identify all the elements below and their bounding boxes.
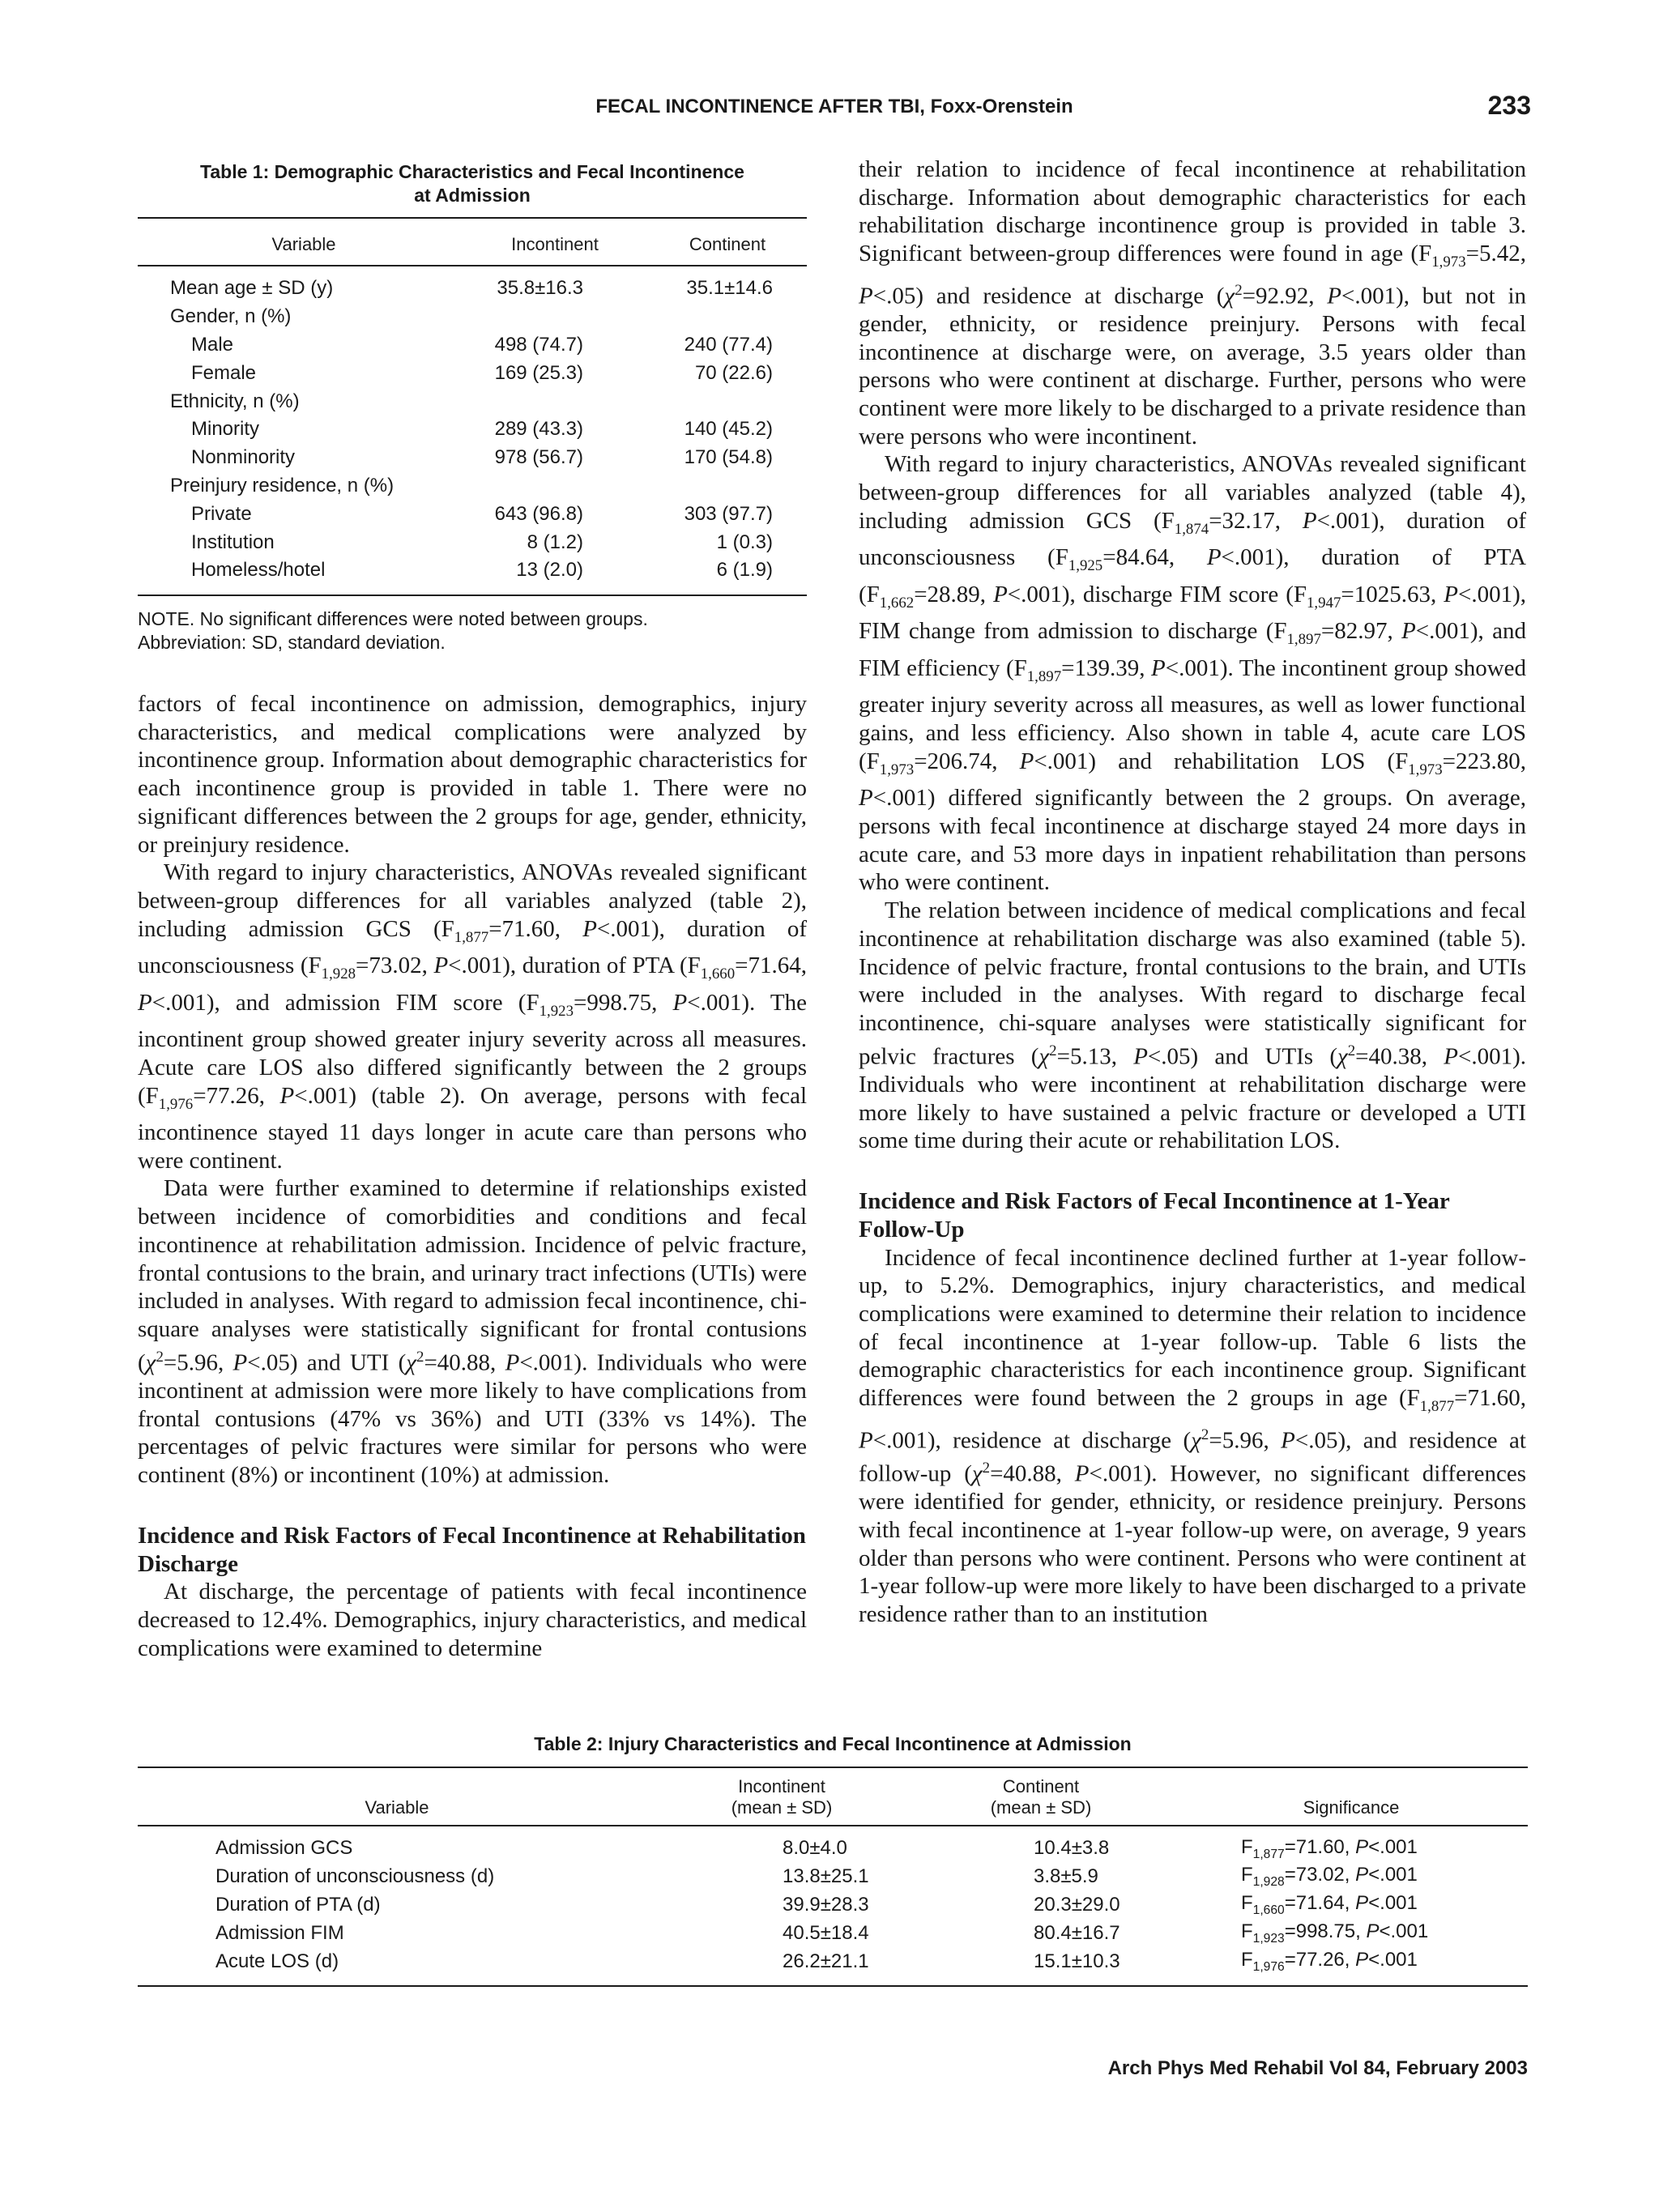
table-1-row — [138, 444, 807, 472]
right-paragraph-4: Incidence of fecal incontinence declined further at 1-year follow-up, to 5.2%. Demographics, injury characteristics, and medical complications were examined to determine their relation to incidence of fecal incontinence at 1-year follow-up. Table 6 lists the demographic characteristics for each incontinence group. Significant differences were found between the 2 groups in age ($F_{1,877}=71.60$, P<.001), residence at discharge ($\chi^2=5.96$, P<.05), and residence at follow-up ($\chi^2=40.88$, P<.001). However, no significant differences were identified for gender, ethnicity, or residence preinjury. Persons with fecal incontinence at 1-year follow-up were, on average, 9 years older than persons who were continent. Persons who were continent at 1-year follow-up were more likely to have been discharged to a private residence rather than to an institution — [859, 1244, 1527, 1628]
table-2-cell-variable: Duration of PTA (d) — [215, 1893, 381, 1916]
left-paragraph-1: factors of fecal incontinence on admission, demographics, injury characteristics, and medical complications were analyzed by incontinence group. Information about demographic characteristics for each incontinence group is provided in table 1. There were no significant differences between the 2 groups for age, gender, ethnicity, or preinjury residence. — [138, 691, 807, 858]
table-1-caption-line1: Table 1: Demographic Characteristics and Fecal Incontinence — [200, 161, 744, 182]
table-2-body — [138, 1826, 1528, 1985]
table-1-row — [138, 500, 807, 528]
table-2-cell-incontinent: 26.2±21.1 — [783, 1950, 869, 1972]
table-1-cell-variable: Homeless/hotel — [191, 559, 326, 582]
table-2-cell-significance: $F_{1,660}=71.64$, P<.001 — [1241, 1892, 1418, 1917]
table-1-row — [138, 303, 807, 331]
table-2-row — [138, 1947, 1528, 1975]
table-2-cell-significance: $F_{1,877}=71.60$, P<.001 — [1241, 1835, 1418, 1861]
table-2-cell-significance: $F_{1,976}=77.26$, P<.001 — [1241, 1948, 1418, 1974]
table-2-cell-significance: $F_{1,928}=73.02$, P<.001 — [1241, 1864, 1418, 1890]
left-text-column — [138, 690, 807, 1662]
table-1-row — [138, 528, 807, 556]
table-1-row — [138, 472, 807, 501]
table-1-note-line2: Abbreviation: SD, standard deviation. — [138, 631, 446, 653]
running-head — [138, 91, 1531, 123]
table-2-cell-incontinent: 13.8±25.1 — [783, 1865, 869, 1888]
table-1-cell-variable: Mean age ± SD (y) — [170, 277, 334, 300]
table-1-row — [138, 416, 807, 444]
table-2-header-continent-top: Continent — [1002, 1776, 1080, 1796]
table-1-row — [138, 387, 807, 416]
table-2-cell-continent: 80.4±16.7 — [1034, 1921, 1120, 1944]
table-2-bottom-rule — [138, 1985, 1528, 1987]
section-heading-follow-up: Incidence and Risk Factors of Fecal Incontinence at 1-Year Follow-Up — [859, 1188, 1450, 1242]
table-2-cell-incontinent: 39.9±28.3 — [783, 1893, 869, 1916]
table-1-cell-variable: Preinjury residence, n (%) — [170, 474, 394, 497]
table-1-bottom-rule — [138, 595, 807, 596]
table-2-row — [138, 1891, 1528, 1920]
table-2-cell-variable: Duration of unconsciousness (d) — [215, 1865, 495, 1888]
table-2-cell-continent: 3.8±5.9 — [1034, 1865, 1098, 1888]
table-2-cell-variable: Admission GCS — [215, 1837, 353, 1860]
table-1-cell-incontinent: 13 (2.0) — [516, 559, 583, 582]
journal-citation: Arch Phys Med Rehabil Vol 84, February 2003 — [1107, 2057, 1528, 2079]
table-2-cell-variable: Admission FIM — [215, 1921, 344, 1944]
table-1-cell-incontinent: 169 (25.3) — [494, 361, 583, 384]
table-1-header-incontinent: Incontinent — [511, 234, 599, 254]
table-1 — [138, 160, 807, 654]
table-2-header-variable: Variable — [365, 1797, 429, 1818]
table-1-cell-continent: 240 (77.4) — [684, 333, 773, 356]
table-1-note — [138, 607, 807, 654]
table-1-note-line1: NOTE. No significant differences were noted between groups. — [138, 607, 648, 629]
right-text-column — [859, 156, 1526, 1629]
table-1-cell-variable: Minority — [191, 418, 260, 441]
table-1-cell-variable: Nonminority — [191, 446, 296, 469]
table-1-cell-variable: Ethnicity, n (%) — [170, 390, 300, 412]
running-title: FECAL INCONTINENCE AFTER TBI, Foxx-Orenstein — [595, 96, 1073, 117]
table-2-header-significance: Significance — [1303, 1797, 1400, 1818]
table-1-cell-continent: 70 (22.6) — [694, 361, 773, 384]
table-1-cell-incontinent: 8 (1.2) — [527, 531, 583, 553]
table-1-header-continent: Continent — [689, 234, 766, 254]
table-1-cell-incontinent: 289 (43.3) — [494, 418, 583, 441]
table-1-cell-incontinent: 35.8±16.3 — [497, 277, 583, 300]
table-1-caption-line2: at Admission — [414, 185, 531, 206]
right-paragraph-2: With regard to injury characteristics, ANOVAs revealed significant between-group differences for all variables analyzed (table 4), including admission GCS ($F_{1,874}=32.17$, P<.001), duration of unconsciousness ($F_{1,925}=84.64$, P<.001), duration of PTA ($F_{1,662}=28.89$, P<.001), discharge FIM score ($F_{1,947}=1025.63$, P<.001), FIM change from admission to discharge ($F_{1,897}=82.97$, P<.001), and FIM efficiency ($F_{1,897}=139.39$, P<.001). The incontinent group showed greater injury severity across all measures, as well as lower functional gains, and less efficiency. Also shown in table 4, acute care LOS ($F_{1,973}=206.74$, P<.001) and rehabilitation LOS ($F_{1,973}=223.80$, P<.001) differed significantly between the 2 groups. On average, persons with fecal incontinence at discharge stayed 24 more days in acute care, and 53 more days in inpatient rehabilitation than persons who were continent. — [859, 451, 1527, 896]
table-1-cell-incontinent: 643 (96.8) — [494, 502, 583, 525]
table-2-caption: Table 2: Injury Characteristics and Fecal Incontinence at Admission — [534, 1733, 1132, 1754]
table-1-cell-variable: Gender, n (%) — [170, 305, 292, 328]
table-2-cell-incontinent: 40.5±18.4 — [783, 1921, 869, 1944]
table-2-cell-continent: 20.3±29.0 — [1034, 1893, 1120, 1916]
table-1-row — [138, 359, 807, 387]
left-paragraph-3: Data were further examined to determine if relationships existed between incidence of comorbidities and conditions and fecal incontinence at rehabilitation admission. Incidence of pelvic fracture, frontal contusions to the brain, and urinary tract infections (UTIs) were included in analyses. With regard to admission fecal incontinence, chi-square analyses were statistically significant for frontal contusions ($\chi^2=5.96$, P<.05) and UTI ($\chi^2=40.88$, P<.001). Individuals who were incontinent at admission were more likely to have complications from frontal contusions (47% vs 36%) and UTI (33% vs 14%). The percentages of pelvic fractures were similar for persons who were continent (8%) or incontinent (10%) at admission. — [138, 1175, 807, 1489]
table-1-caption — [138, 160, 807, 207]
table-2-row — [138, 1835, 1528, 1863]
table-1-header-row — [138, 224, 807, 265]
table-1-cell-variable: Male — [191, 333, 234, 356]
table-2-cell-continent: 15.1±10.3 — [1034, 1950, 1120, 1972]
section-heading-discharge: Incidence and Risk Factors of Fecal Incontinence at Rehabilitation Discharge — [138, 1522, 806, 1577]
table-1-cell-continent: 1 (0.3) — [716, 531, 773, 553]
table-2-cell-significance: $F_{1,923}=998.75$, P<.001 — [1241, 1920, 1429, 1946]
table-1-cell-continent: 170 (54.8) — [684, 446, 773, 469]
table-1-row — [138, 275, 807, 303]
table-1-cell-continent: 303 (97.7) — [684, 502, 773, 525]
table-1-cell-variable: Female — [191, 361, 257, 384]
page-number: 233 — [1487, 91, 1531, 120]
table-1-cell-continent: 140 (45.2) — [684, 418, 773, 441]
right-paragraph-3: The relation between incidence of medical complications and fecal incontinence at rehabilitation discharge was also examined (table 5). Incidence of pelvic fracture, frontal contusions to the brain, and UTIs were included in the analyses. With regard to discharge fecal incontinence, chi-square analyses were statistically significant for pelvic fractures ($\chi^2=5.13$, P<.05) and UTIs ($\chi^2=40.38$, P<.001). Individuals who were incontinent at rehabilitation discharge were more likely to have sustained a pelvic fracture or developed a UTI some time during their acute or rehabilitation LOS. — [859, 897, 1526, 1154]
table-2-header-incontinent — [656, 1776, 907, 1818]
table-1-cell-continent: 6 (1.9) — [716, 559, 773, 582]
table-2-header-continent — [907, 1776, 1175, 1818]
left-paragraph-4: At discharge, the percentage of patients with fecal incontinence decreased to 12.4%. Demographics, injury characteristics, and medical complications were examined to determine — [138, 1579, 807, 1661]
table-2-cell-continent: 10.4±3.8 — [1034, 1837, 1110, 1860]
table-2-header-continent-bottom: (mean ± SD) — [990, 1797, 1092, 1818]
table-1-cell-incontinent: 498 (74.7) — [494, 333, 583, 356]
table-2-header-incontinent-bottom: (mean ± SD) — [731, 1797, 833, 1818]
table-2-cell-variable: Acute LOS (d) — [215, 1950, 339, 1972]
table-1-header-variable: Variable — [271, 234, 336, 254]
table-2-cell-incontinent: 8.0±4.0 — [783, 1837, 847, 1860]
table-1-body — [138, 266, 807, 595]
table-1-cell-incontinent: 978 (56.7) — [494, 446, 583, 469]
table-2-header-row — [138, 1768, 1528, 1825]
table-1-cell-continent: 35.1±14.6 — [686, 277, 773, 300]
left-paragraph-2: With regard to injury characteristics, ANOVAs revealed significant between-group differences for all variables analyzed (table 2), including admission GCS ($F_{1,877}=71.60$, P<.001), duration of unconsciousness ($F_{1,928}=73.02$, P<.001), duration of PTA ($F_{1,660}=71.64$, P<.001), and admission FIM score ($F_{1,923}=998.75$, P<.001). The incontinent group showed greater injury severity across all measures. Acute care LOS also differed significantly between the 2 groups ($F_{1,976}=77.26$, P<.001) (table 2). On average, persons with fecal incontinence stayed 11 days longer in acute care than persons who were continent. — [138, 859, 808, 1174]
table-1-row — [138, 556, 807, 585]
table-2-row — [138, 1919, 1528, 1947]
table-1-cell-variable: Institution — [191, 531, 275, 553]
table-1-row — [138, 331, 807, 360]
table-1-cell-variable: Private — [191, 502, 252, 525]
table-2-row — [138, 1863, 1528, 1891]
right-paragraph-1: their relation to incidence of fecal incontinence at rehabilitation discharge. Information about demographic characteristics for each rehabilitation discharge incontinence group is provided in table 3. Significant between-group differences were found in age ($F_{1,973}=5.42$, P<.05) and residence at discharge ($\chi^2=92.92$, P<.001), but not in gender, ethnicity, or residence preinjury. Persons with fecal incontinence at discharge were, on average, 3.5 years older than persons who were continent at discharge. Further, persons who were continent were more likely to be discharged to a private residence than were persons who were incontinent. — [859, 156, 1526, 450]
table-1-top-rule — [138, 217, 807, 219]
table-2-header-incontinent-top: Incontinent — [738, 1776, 825, 1796]
table-2 — [138, 1733, 1528, 1987]
